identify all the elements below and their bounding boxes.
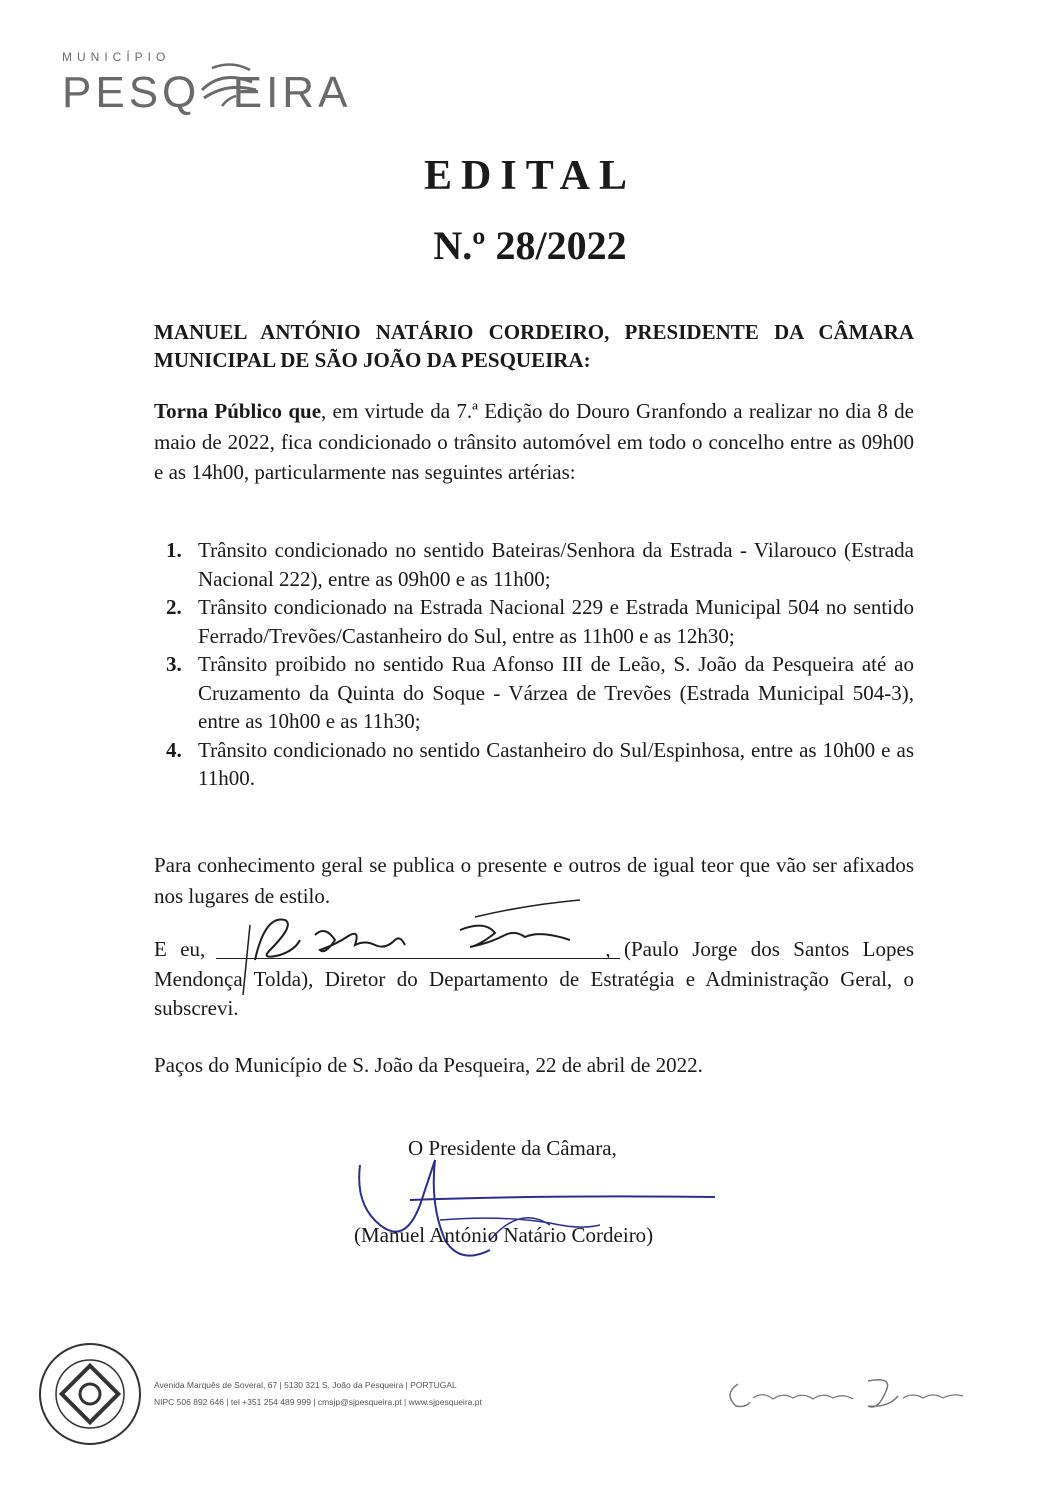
item-text: Trânsito condicionado no sentido Bateiras/Senhora da Estrada - Vilarouco (Estrada Nacional 222), entre as 09h00 e as 11h00;	[198, 538, 914, 591]
list-item	[154, 650, 914, 736]
item-number: 2.	[166, 595, 182, 619]
list-item	[154, 536, 914, 593]
item-text: Trânsito proibido no sentido Rua Afonso III de Leão, S. João da Pesqueira até ao Cruzamento da Quinta do Soque - Várzea de Trevões (Estrada Municipal 504-3), entre as 10h00 e as 11h30;	[198, 652, 914, 733]
item-text: Trânsito condicionado no sentido Castanheiro do Sul/Espinhosa, entre as 10h00 e as 11h00.	[198, 737, 914, 790]
document-title: EDITAL	[424, 153, 636, 199]
publication-paragraph: Para conhecimento geral se publica o presente e outros de igual teor que vão ser afixados nos lugares de estilo.	[154, 853, 914, 908]
footer-contacts	[154, 1377, 482, 1411]
world-heritage-seal-icon	[36, 1340, 144, 1448]
restrictions-list	[154, 536, 914, 793]
president-name: (Manuel António Natário Cordeiro)	[354, 1223, 654, 1247]
heading-line-1: MANUEL ANTÓNIO NATÁRIO CORDEIRO, PRESIDENTE DA CÂMARA	[154, 320, 914, 344]
footer-contact-line: NIPC 506 892 646 | tel +351 254 489 999 | cmsjp@sjpesqueira.pt | www.sjpesqueira.pt	[154, 1397, 482, 1407]
president-signature	[350, 1145, 730, 1275]
item-text: Trânsito condicionado na Estrada Nacional 229 e Estrada Municipal 504 no sentido Ferrado/Trevões/Castanheiro do Sul, entre as 11h00 e as 12h30;	[198, 595, 914, 648]
intro-lead: Torna Público que	[154, 399, 322, 423]
intro-text: , em virtude da 7.ª Edição do Douro Granfondo a realizar no dia 8 de maio de 2022, fica condicionado o trânsito automóvel em todo o concelho entre as 09h00 e as 14h00, particularmente nas seguintes artérias:	[154, 399, 914, 484]
municipality-logo	[62, 50, 362, 120]
logo-main-text: PESQ EIRA	[62, 68, 352, 117]
subscription-prefix: E eu,	[154, 937, 206, 961]
place-date: Paços do Município de S. João da Pesqueira, 22 de abril de 2022.	[154, 1053, 703, 1077]
logo-top-text: MUNICÍPIO	[62, 50, 171, 64]
director-signature	[225, 895, 625, 1005]
subscription-suffix: , (Paulo Jorge dos Santos Lopes Mendonça Tolda), Diretor do Departamento de Estratégia e Administração Geral, o subscrevi.	[154, 937, 915, 1020]
document-number: N.º 28/2022	[433, 223, 627, 268]
fish-logo-icon	[192, 60, 272, 112]
footer-address: Avenida Marquês de Soveral, 67 | 5130 321 S. João da Pesqueira | PORTUGAL	[154, 1380, 457, 1390]
heading-line-2: MUNICIPAL DE SÃO JOÃO DA PESQUEIRA:	[154, 348, 591, 372]
item-number: 4.	[166, 737, 182, 762]
president-title: O Presidente da Câmara,	[408, 1136, 617, 1160]
issuer-heading	[154, 318, 914, 374]
list-item	[154, 736, 914, 793]
list-item	[154, 593, 914, 650]
item-number: 1.	[166, 538, 182, 562]
coracao-do-douro-script-logo	[718, 1366, 968, 1416]
intro-paragraph	[154, 396, 914, 488]
item-number: 3.	[166, 652, 182, 676]
